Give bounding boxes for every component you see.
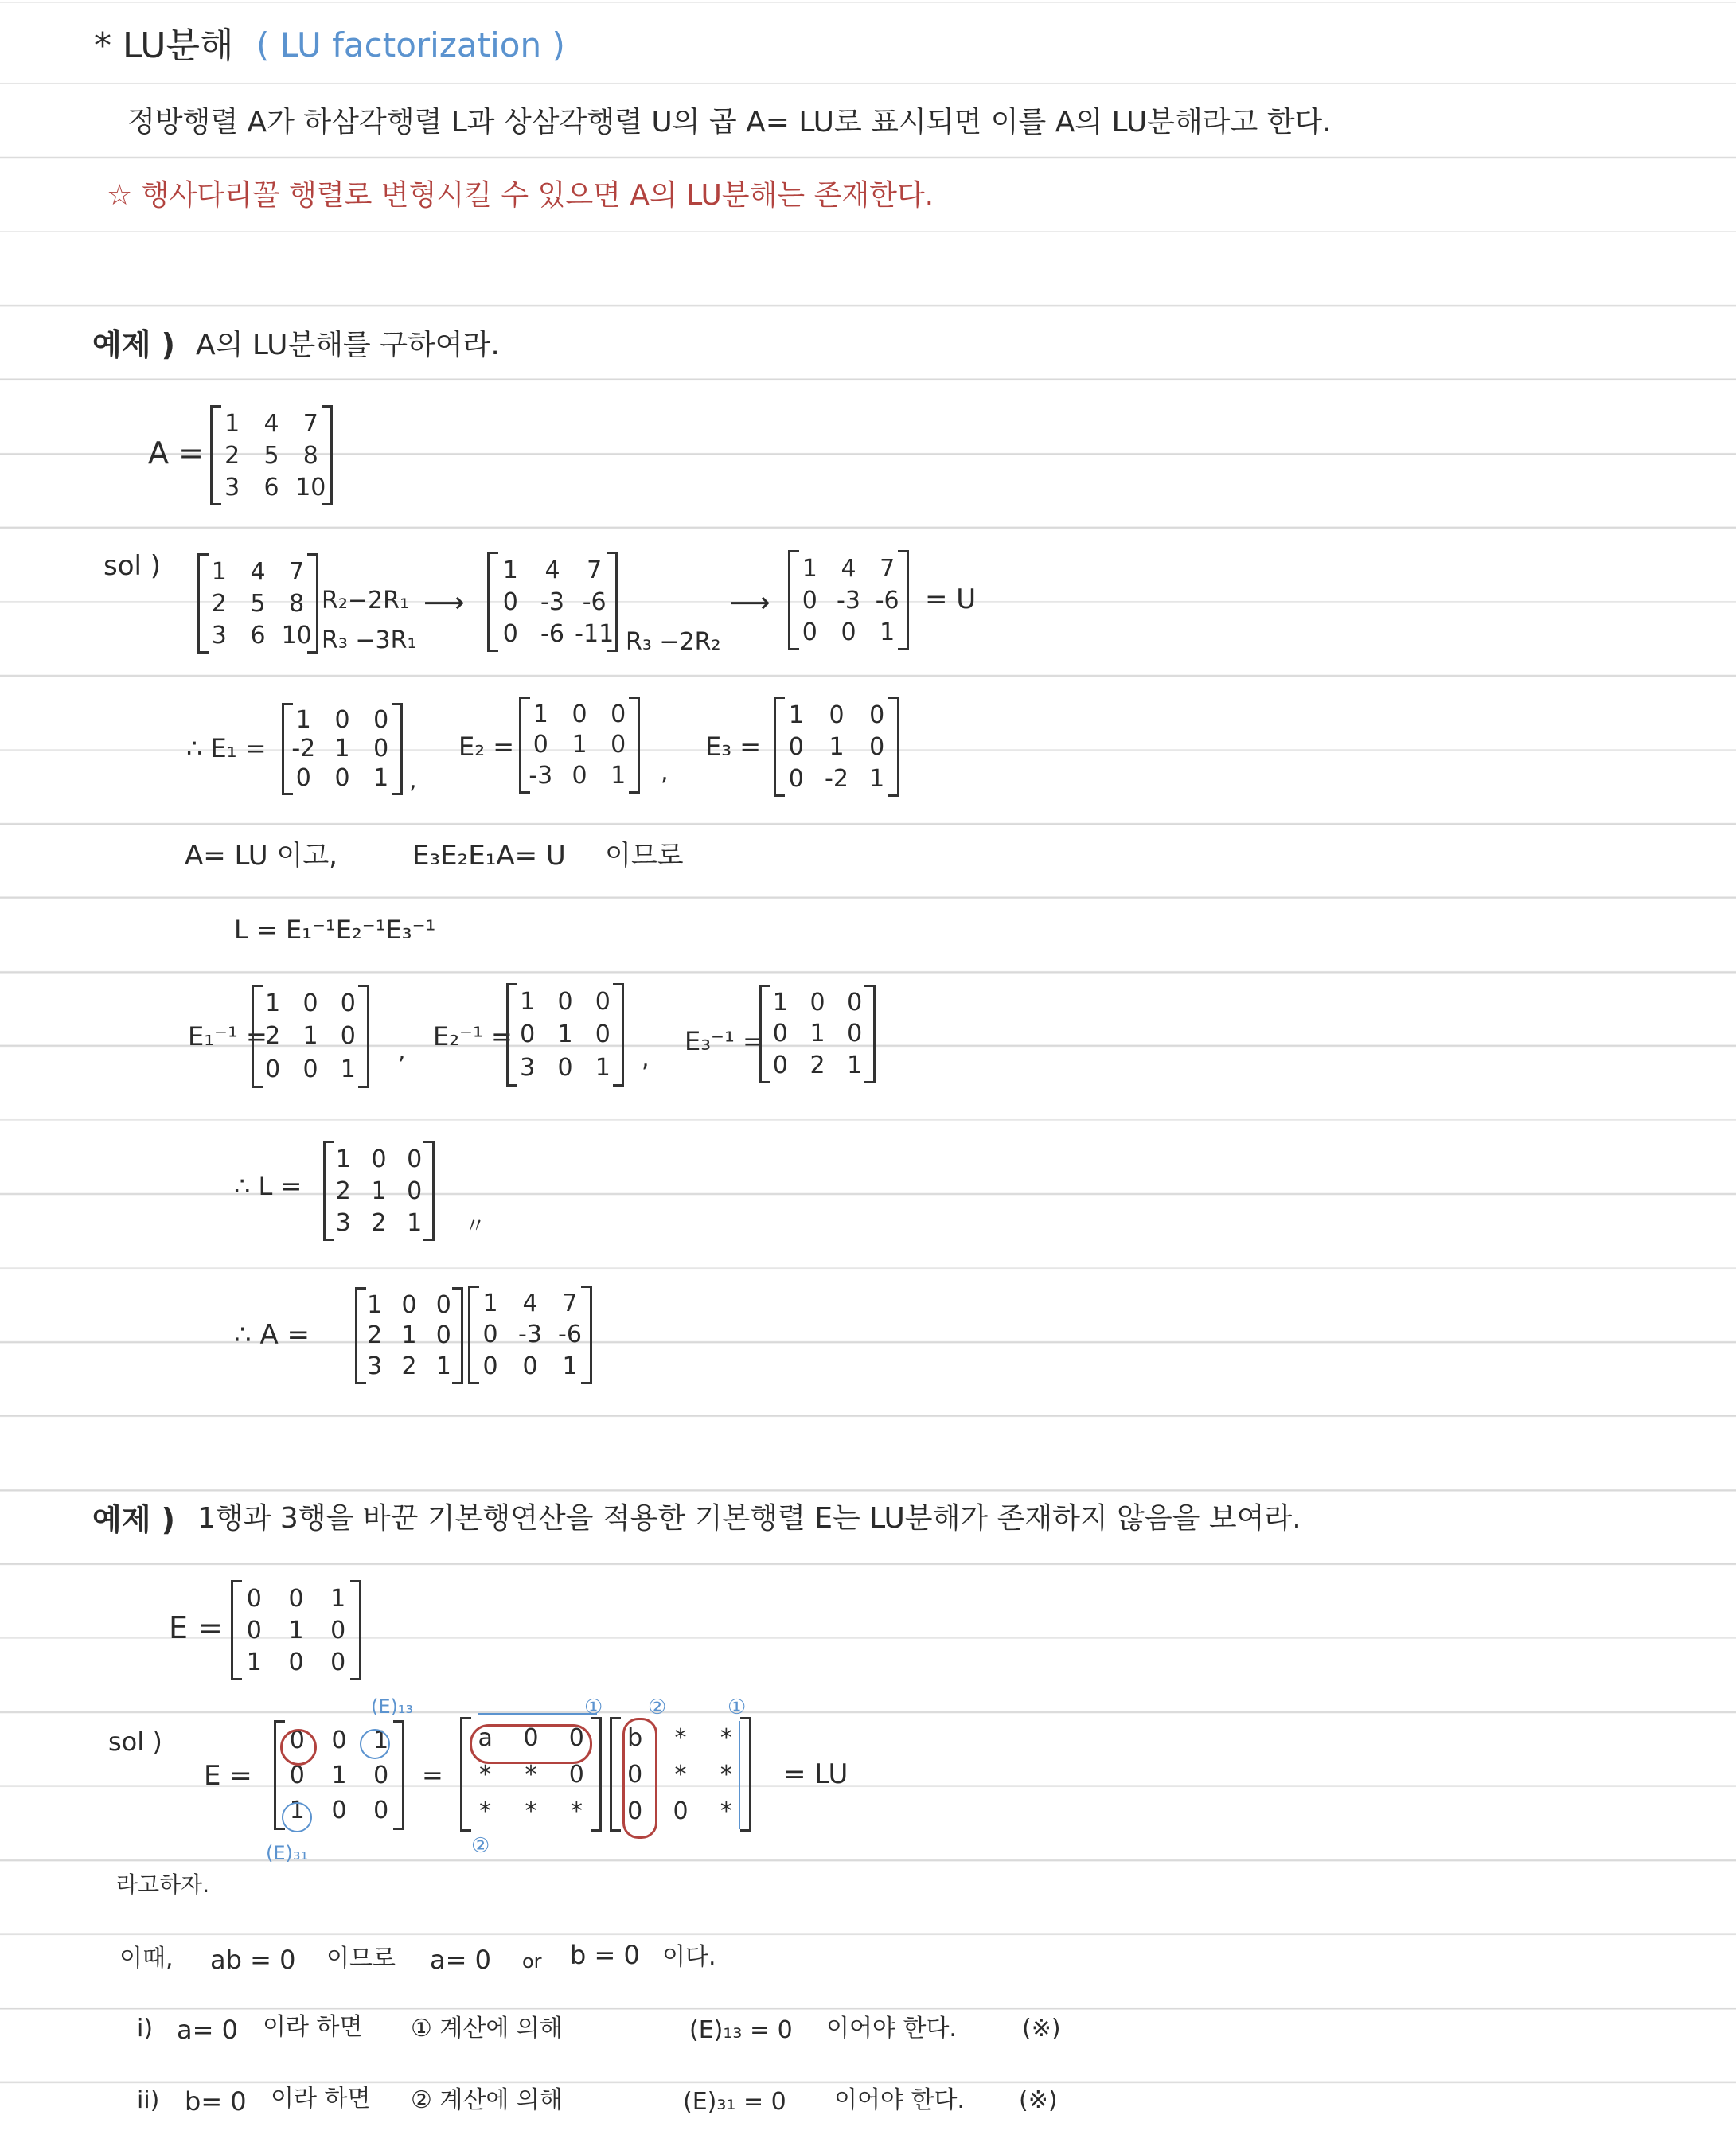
matrix-cell: *: [479, 1797, 492, 1825]
matrix-cell: *: [525, 1760, 537, 1789]
matrix-cell: 2: [335, 1177, 351, 1205]
matrix-cell: 0: [772, 1051, 788, 1079]
matrix-cell: 1: [224, 409, 240, 438]
mark-2-L: ②: [471, 1834, 490, 1858]
case1-condition: a= 0: [177, 2015, 238, 2045]
matrix-cell: 1: [502, 556, 518, 584]
case2-if: 이라 하면: [271, 2085, 371, 2113]
matrix-cell: 0: [523, 1723, 539, 1752]
matrix-cell: 3: [367, 1352, 383, 1381]
matrix-cell: 1: [371, 1177, 387, 1205]
matrix-E3-inverse: [759, 987, 876, 1081]
matrix-cell: a: [478, 1723, 493, 1752]
E2inv-label: E₂⁻¹ =: [433, 1021, 513, 1052]
arrow-icon: ⟶: [729, 587, 770, 619]
therefore-word: 이므로: [326, 1945, 396, 1973]
matrix-cell: 2: [211, 589, 227, 618]
matrix-cell: 0: [568, 1760, 584, 1789]
matrix-cell: 0: [330, 1616, 346, 1645]
matrix-cell: 1: [802, 554, 817, 583]
matrix-cell: 0: [289, 1726, 305, 1754]
matrix-cell: 0: [334, 705, 350, 734]
matrix-cell: 0: [520, 1020, 536, 1049]
matrix-cell: *: [720, 1797, 732, 1825]
matrix-cell: 8: [302, 441, 318, 470]
matrix-cell: 0: [482, 1321, 498, 1349]
example2-label: 예제 ): [92, 1502, 176, 1537]
matrix-cell: -3: [837, 586, 860, 615]
L-result-label: ∴ L =: [234, 1171, 302, 1201]
matrix-cell: 1: [829, 732, 845, 761]
final-matrix-U: [468, 1288, 592, 1382]
matrix-cell: -6: [558, 1321, 582, 1349]
matrix-cell: -2: [291, 735, 316, 763]
matrix-cell: -3: [529, 762, 553, 790]
matrix-cell: 0: [627, 1797, 643, 1825]
sol1-label: sol ): [103, 550, 162, 582]
matrix-cell: 0: [331, 1796, 347, 1824]
matrix-cell: 1: [211, 557, 227, 586]
circle-entry-31: [282, 1802, 312, 1832]
matrix-cell: 1: [869, 764, 885, 793]
matrix-cell: 7: [587, 556, 603, 584]
matrix-cell: 3: [520, 1053, 536, 1082]
case2-by: ② 계산에 의해: [411, 2086, 563, 2114]
matrix-cell: 0: [407, 1177, 423, 1205]
comma: ,: [642, 1045, 650, 1073]
matrix-cell: 0: [373, 1761, 389, 1789]
matrix-cell: 0: [847, 989, 863, 1017]
mark-2-U: ②: [648, 1695, 667, 1719]
circle-first-col-U: [622, 1718, 657, 1839]
matrix-cell: 1: [246, 1648, 262, 1676]
matrix-cell: 2: [401, 1352, 417, 1381]
matrix-cell: 1: [335, 1145, 351, 1173]
matrix-cell: 1: [611, 762, 626, 790]
matrix-E-label-2: E =: [204, 1760, 252, 1792]
case2-condition: b= 0: [185, 2086, 247, 2117]
matrix-cell: 0: [340, 989, 356, 1018]
matrix-cell: 0: [334, 764, 350, 793]
matrix-cell: 0: [802, 586, 817, 615]
matrix-cell: 0: [772, 1020, 788, 1048]
matrix-E-label: E =: [169, 1610, 223, 1645]
circle-entry-13: [360, 1726, 390, 1759]
matrix-cell: 0: [802, 618, 817, 646]
matrix-E1: [282, 705, 403, 793]
matrix-cell: 0: [533, 731, 548, 759]
matrix-cell: 0: [502, 587, 518, 616]
matrix-cell: 0: [302, 1055, 318, 1083]
matrix-cell: 1: [572, 731, 587, 759]
matrix-A-label: A =: [148, 435, 204, 470]
matrix-cell: 4: [841, 554, 856, 583]
assume-text: 라고하자.: [116, 1871, 210, 1898]
matrix-cell: 1: [809, 1020, 825, 1048]
case1-by: ① 계산에 의해: [411, 2015, 563, 2043]
example1-label: 예제 ): [92, 327, 176, 362]
arrow-icon: ⟶: [423, 587, 465, 619]
matrix-cell: -3: [518, 1321, 542, 1349]
matrix-cell: -6: [582, 587, 607, 616]
matrix-cell: 6: [263, 473, 279, 501]
matrix-step3: [788, 552, 909, 648]
matrix-cell: 2: [371, 1208, 387, 1237]
matrix-cell: 2: [265, 1022, 281, 1051]
matrix-cell: -2: [825, 764, 848, 793]
matrix-cell: 1: [435, 1352, 451, 1381]
case1-result: (E)₁₃ = 0: [689, 2016, 793, 2044]
relation-therefore: 이므로: [605, 840, 684, 872]
matrix-E1-inverse: [252, 987, 369, 1086]
matrix-cell: -11: [575, 619, 614, 648]
matrix-cell: 0: [246, 1584, 262, 1613]
relation-E-U: E₃E₂E₁A= U: [412, 840, 566, 872]
matrix-cell: 1: [340, 1055, 356, 1083]
matrix-cell: 7: [880, 554, 895, 583]
case2-result: (E)₃₁ = 0: [683, 2088, 786, 2116]
col3-marker: [739, 1721, 740, 1829]
or-word: or: [522, 1950, 542, 1973]
matrix-cell: 0: [869, 732, 885, 761]
case2-contradiction: (※): [1019, 2086, 1058, 2114]
matrix-cell: 8: [289, 589, 305, 618]
page-subtitle: ( LU factorization ): [256, 25, 565, 64]
E2-label: E₂ =: [458, 732, 515, 762]
matrix-cell: 0: [502, 619, 518, 648]
matrix-cell: *: [674, 1723, 687, 1752]
matrix-cell: 7: [562, 1290, 578, 1318]
equals-sign: =: [422, 1760, 443, 1790]
case1-contradiction: (※): [1022, 2015, 1061, 2043]
matrix-cell: 0: [435, 1290, 451, 1319]
L-formula: L = E₁⁻¹E₂⁻¹E₃⁻¹: [234, 915, 436, 945]
matrix-cell: 0: [611, 731, 626, 759]
matrix-cell: 4: [522, 1290, 538, 1318]
matrix-cell: 0: [288, 1584, 304, 1613]
E1inv-label: E₁⁻¹ =: [188, 1021, 267, 1052]
matrix-cell: 0: [788, 732, 804, 761]
matrix-cell: 0: [809, 989, 825, 1017]
matrix-cell: -6: [540, 619, 564, 648]
matrix-cell: 0: [407, 1145, 423, 1173]
matrix-cell: 0: [595, 1020, 611, 1049]
matrix-cell: 5: [250, 589, 266, 618]
matrix-cell: 1: [288, 1616, 304, 1645]
matrix-step2: [487, 554, 618, 650]
ditto-mark: 〃: [465, 1215, 486, 1239]
matrix-A: [210, 408, 333, 503]
mark-1-L: ①: [584, 1695, 603, 1719]
matrix-step1: [197, 556, 318, 651]
comma: ,: [661, 759, 669, 786]
case1-if: 이라 하면: [263, 2013, 363, 2041]
E3-label: E₃ =: [705, 732, 762, 762]
matrix-cell: 0: [288, 1648, 304, 1676]
matrix-cell: 1: [482, 1290, 498, 1318]
comma: ,: [398, 1037, 406, 1065]
matrix-E: [231, 1582, 361, 1678]
a-equals-zero: a= 0: [430, 1945, 491, 1975]
matrix-cell: 4: [544, 556, 560, 584]
matrix-cell: 0: [373, 1796, 389, 1824]
circle-first-row-L: [470, 1724, 592, 1764]
matrix-cell: 1: [788, 700, 804, 729]
matrix-cell: 0: [595, 988, 611, 1017]
example2-prompt: 1행과 3행을 바꾼 기본행연산을 적용한 기본행렬 E는 LU분해가 존재하지 않음을 보여라.: [197, 1502, 1301, 1535]
matrix-cell: 0: [330, 1648, 346, 1676]
matrix-cell: 0: [627, 1760, 643, 1789]
matrix-cell: 1: [533, 700, 548, 728]
row-op-3: R₃ −2R₂: [626, 628, 721, 656]
matrix-cell: 0: [847, 1020, 863, 1048]
matrix-cell: 0: [295, 764, 311, 793]
example1-prompt: A의 LU분해를 구하여라.: [196, 329, 500, 361]
case1-must: 이어야 한다.: [826, 2015, 957, 2043]
matrix-cell: 0: [371, 1145, 387, 1173]
matrix-cell: 1: [562, 1352, 578, 1380]
matrix-cell: 0: [265, 1055, 281, 1083]
matrix-cell: 0: [331, 1726, 347, 1754]
E31-tag: (E)₃₁: [266, 1842, 309, 1864]
matrix-cell: 1: [373, 1726, 389, 1754]
matrix-cell: 7: [302, 409, 318, 438]
E13-tag: (E)₁₃: [371, 1695, 414, 1718]
matrix-cell: 7: [289, 557, 305, 586]
matrix-cell: 0: [302, 989, 318, 1018]
case1-number: i): [137, 2015, 154, 2043]
equals-U: = U: [925, 583, 977, 615]
mark-1-U: ①: [728, 1695, 747, 1719]
matrix-cell: 1: [880, 618, 895, 646]
matrix-cell: 1: [407, 1208, 423, 1237]
sol2-label: sol ): [108, 1727, 162, 1757]
matrix-cell: 1: [557, 1020, 573, 1049]
matrix-cell: *: [674, 1760, 687, 1789]
matrix-L: [323, 1143, 435, 1239]
matrix-cell: 0: [373, 705, 389, 734]
matrix-cell: 1: [772, 989, 788, 1017]
matrix-E3: [774, 699, 899, 794]
row1-marker: [478, 1713, 597, 1715]
matrix-cell: 0: [673, 1797, 689, 1825]
matrix-cell: 3: [211, 621, 227, 650]
matrix-cell: 2: [809, 1051, 825, 1079]
matrix-cell: 1: [367, 1290, 383, 1319]
matrix-cell: 1: [265, 989, 281, 1018]
matrix-cell: 10: [295, 473, 326, 501]
relation-A-LU: A= LU 이고,: [185, 840, 337, 872]
matrix-cell: 0: [340, 1022, 356, 1051]
matrix-cell: 0: [373, 735, 389, 763]
case2-number: ii): [137, 2086, 160, 2114]
matrix-cell: 10: [281, 621, 312, 650]
matrix-cell: 0: [572, 700, 587, 728]
matrix-cell: *: [570, 1797, 583, 1825]
matrix-cell: *: [479, 1760, 492, 1789]
matrix-cell: 0: [788, 764, 804, 793]
matrix-cell: 4: [263, 409, 279, 438]
matrix-cell: 3: [224, 473, 240, 501]
matrix-cell: 1: [331, 1761, 347, 1789]
matrix-cell: 0: [401, 1290, 417, 1319]
b-equals-zero: b = 0: [570, 1940, 640, 1970]
matrix-cell: b: [627, 1723, 643, 1752]
E3inv-label: E₃⁻¹ =: [685, 1026, 764, 1056]
matrix-cell: 0: [435, 1321, 451, 1350]
ab-equals-zero: ab = 0: [210, 1945, 296, 1975]
matrix-cell: 0: [829, 700, 845, 729]
is-word: 이다.: [662, 1943, 716, 1971]
equals-LU: = LU: [783, 1758, 848, 1790]
case2-must: 이어야 한다.: [834, 2086, 965, 2114]
matrix-cell: 0: [611, 700, 626, 728]
matrix-cell: 2: [224, 441, 240, 470]
matrix-cell: 0: [568, 1723, 584, 1752]
matrix-cell: 5: [263, 441, 279, 470]
matrix-cell: *: [720, 1723, 732, 1752]
matrix-cell: 0: [557, 1053, 573, 1082]
matrix-cell: 0: [869, 700, 885, 729]
matrix-cell: *: [525, 1797, 537, 1825]
matrix-cell: 0: [482, 1352, 498, 1380]
E1-label: ∴ E₁ =: [186, 733, 267, 763]
matrix-E2-inverse: [506, 985, 624, 1084]
matrix-cell: 0: [522, 1352, 538, 1380]
matrix-cell: 0: [841, 618, 856, 646]
matrix-cell: 1: [330, 1584, 346, 1613]
matrix-cell: 1: [595, 1053, 611, 1082]
final-matrix-L: [355, 1290, 463, 1382]
matrix-cell: -6: [875, 586, 899, 615]
matrix-cell: 1: [302, 1022, 318, 1051]
definition-text: 정방행렬 A가 하삼각행렬 L과 상삼각행렬 U의 곱 A= LU로 표시되면 이를 A의 LU분해라고 한다.: [127, 106, 1332, 139]
circle-highlight-a: [280, 1726, 317, 1766]
page-title: * LU분해: [94, 25, 234, 66]
matrix-cell: 1: [401, 1321, 417, 1350]
matrix-cell: 0: [289, 1761, 305, 1789]
matrix-cell: 1: [847, 1051, 863, 1079]
matrix-cell: 3: [335, 1208, 351, 1237]
matrix-cell: -3: [540, 587, 564, 616]
matrix-cell: 1: [520, 988, 536, 1017]
matrix-cell: 1: [334, 735, 350, 763]
matrix-E2: [519, 699, 640, 791]
matrix-cell: 0: [557, 988, 573, 1017]
matrix-cell: 1: [295, 705, 311, 734]
row-op-1: R₂−2R₁: [322, 587, 409, 615]
matrix-cell: 0: [246, 1616, 262, 1645]
matrix-cell: 4: [250, 557, 266, 586]
row-op-2: R₃ −3R₁: [322, 626, 417, 654]
matrix-cell: 1: [289, 1796, 305, 1824]
matrix-cell: 2: [367, 1321, 383, 1350]
comma: ,: [409, 767, 417, 794]
matrix-cell: 6: [250, 621, 266, 650]
then-word: 이때,: [119, 1945, 174, 1973]
matrix-cell: 0: [572, 762, 587, 790]
matrix-cell: *: [720, 1760, 732, 1789]
matrix-cell: 1: [373, 764, 389, 793]
existence-note: ☆ 행사다리꼴 행렬로 변형시킬 수 있으면 A의 LU분해는 존재한다.: [107, 179, 934, 212]
final-A-label: ∴ A =: [234, 1319, 310, 1351]
